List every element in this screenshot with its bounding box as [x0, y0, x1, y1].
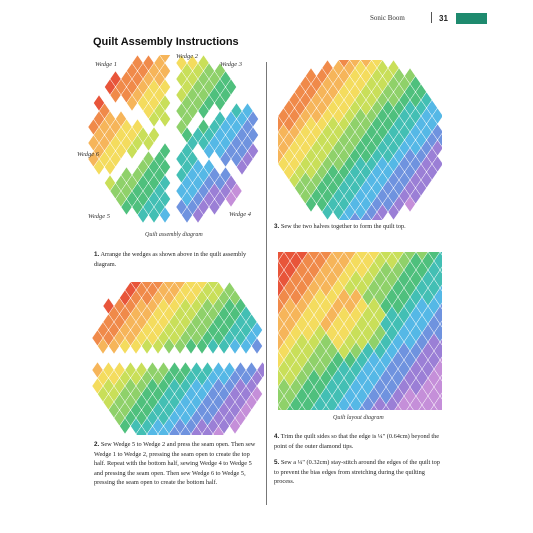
step-3	[274, 222, 442, 232]
wedge-3-label: Wedge 3	[220, 61, 242, 68]
wedge-2-label: Wedge 2	[176, 53, 198, 60]
page-title: Quilt Assembly Instructions	[93, 36, 239, 48]
step-3-number: 3.	[274, 223, 280, 230]
wedge-1-label: Wedge 1	[95, 61, 117, 68]
step-5-number: 5.	[274, 459, 280, 466]
step-1-number: 1.	[94, 251, 100, 258]
layout-diagram-caption: Quilt layout diagram	[333, 415, 384, 421]
step-5-text: Sew a ¼" (0.32cm) stay-stitch around the edges of the quilt top to prevent the bias edges from stretching during the quilting process.	[274, 459, 440, 486]
step-5	[274, 458, 444, 487]
step-2-number: 2.	[94, 441, 100, 448]
step-4	[274, 432, 444, 451]
step-1-text: Arrange the wedges as shown above in the quilt assembly diagram.	[94, 251, 247, 268]
quilt-halves-diagram	[92, 282, 264, 435]
quilt-assembly-diagram	[88, 55, 260, 225]
quilt-layout-diagram	[278, 252, 442, 410]
quilt-top-diagram	[278, 60, 442, 220]
wedge-5-label: Wedge 5	[88, 213, 110, 220]
step-3-text: Sew the two halves together to form the quilt top.	[280, 223, 406, 230]
assembly-diagram-caption: Quilt assembly diagram	[145, 232, 203, 238]
step-4-number: 4.	[274, 433, 280, 440]
header-accent-bar	[456, 13, 487, 24]
step-2	[94, 440, 262, 488]
wedge-6-label: Wedge 6	[77, 151, 99, 158]
page-number: 31	[439, 14, 448, 23]
header-separator	[431, 12, 432, 23]
wedge-4-label: Wedge 4	[229, 211, 251, 218]
step-4-text: Trim the quilt sides so that the edge is ¼" (0.64cm) beyond the point of the outer diamond tips.	[274, 433, 440, 450]
step-1	[94, 250, 262, 269]
column-divider	[266, 62, 267, 505]
running-header-title: Sonic Boom	[370, 14, 405, 22]
step-2-text: Sew Wedge 5 to Wedge 2 and press the seam open. Then sew Wedge 1 to Wedge 2, pressing the seam open to create the top half. Repeat with the bottom half, sewing Wedge 4 to Wedge 5 and pressing the seam open. Then sew Wedge 6 to Wedge 5, pressing the seam open to create the bottom half.	[94, 441, 256, 487]
